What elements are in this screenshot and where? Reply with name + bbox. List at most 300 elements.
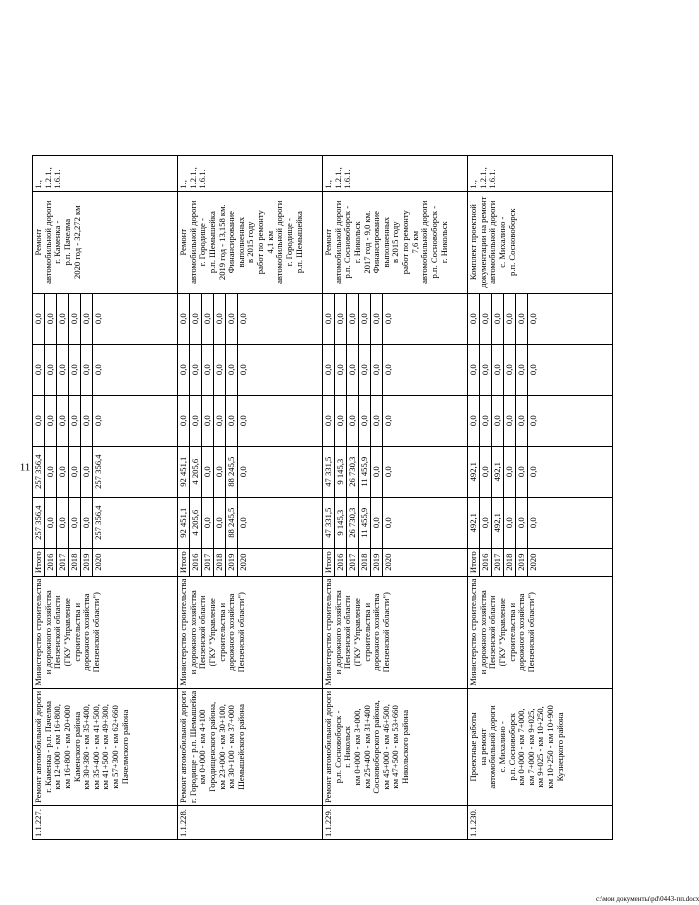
amount-col-e-value: 0,0 [370,294,382,344]
executor-line: и дорожного хозяйства [332,590,343,675]
amount-col-b [33,446,178,497]
amount-col-b-value: 0,0 [68,447,80,497]
amount-total [178,497,323,548]
executor-line: Министерство строительства [323,578,333,686]
expected-result-line: автомобильной дороги [42,200,53,284]
amount-col-b-value: 0,0 [479,447,491,497]
table-row [178,155,323,839]
amount-col-e-value: 0,0 [44,294,56,344]
row-code: 1.1.227. [33,806,178,840]
road-name-line: км 41+500 - км 49+300, [100,704,111,790]
amount-col-b-value: 0,0 [527,447,539,497]
amount-col-d-value: 0,0 [370,345,382,395]
amount-total-value: 11 455,9 [358,498,370,548]
road-name-line: г. Городище - р.п. Шемышейка [187,690,198,803]
year-value: 2016 [189,549,201,576]
amount-col-b-value: 9 145,3 [334,447,346,497]
expected-result-line: г. Городище - [283,218,294,267]
expected-result-line: р.п. Шемышейка [206,211,217,274]
expected-result-line: выполненных [235,216,246,268]
road-name-line: км 12+000 - км 16+800, [52,704,63,790]
amount-col-b [468,446,613,497]
amount-col-e-value: 0,0 [68,294,80,344]
indicator-codes-line: 1.2.1., [187,167,198,189]
expected-result-line: автомобильной дороги [419,200,430,284]
road-name-line: км 30+380 - км 35+400, [81,704,92,790]
expected-result-line: Финансирование [226,211,237,274]
amount-total-value: 0,0 [527,498,539,548]
indicator-codes-line: 1., [323,180,333,189]
amount-col-e [33,293,178,344]
executor-line: строительства и [216,602,227,662]
year-value: Итого [323,551,333,574]
expected-result-line: 7,6 км [409,230,420,254]
amount-col-e-value: 0,0 [237,294,249,344]
executor [178,576,323,688]
amount-col-d [33,344,178,395]
indicator-codes-line: 1., [33,180,43,189]
amount-col-e-value: 0,0 [479,294,491,344]
road-name [468,688,613,805]
amount-total-value: 47 331,5 [323,507,333,538]
amount-col-c-value: 0,0 [237,396,249,446]
executor-line: Пензенской области") [525,592,536,673]
expected-result-line: работ по ремонту [400,210,410,275]
road-name-line: км 0+000 - км 3+000, [351,708,362,786]
expected-result-line: выполненных [380,216,391,268]
amount-total [33,497,178,548]
year-value: Итого [468,551,478,574]
executor-line: дорожного хозяйства [81,593,92,671]
amount-total-value: 0,0 [382,498,394,548]
amount-col-d-value: 0,0 [346,345,358,395]
road-name-line: км 10+250 - км 10+900 [545,705,555,789]
year-value: 2016 [44,549,56,576]
road-name-line: г. Каменка - р.п. Пачелма [42,701,53,793]
road-name-line: Шемышейского района [235,704,246,790]
amount-col-b-value: 88 245,5 [225,447,237,497]
year-value: 2020 [237,549,249,576]
amount-col-b-value: 92 451,1 [178,456,188,487]
amount-col-b-value: 0,0 [370,447,382,497]
amount-col-d-value: 0,0 [68,345,80,395]
executor-line: Пензенской области [487,595,498,670]
indicator-codes-line: 1., [468,180,478,189]
year-value: 2017 [201,549,213,576]
amount-col-d [178,344,323,395]
road-name-line: автомобильной дороги [487,705,498,789]
executor-line: и дорожного хозяйства [42,590,53,675]
row-code: 1.1.229. [323,806,468,840]
indicator-codes-line: 1.2.1., [42,167,53,189]
road-name-line: Ремонт автомобильной дороги [323,690,333,803]
expected-result-line: Комплект проектной [468,204,478,281]
expected-result-line: р.п. Сосновоборск - [428,205,439,279]
amount-col-b-value: 492,1 [491,447,503,497]
table-row [33,155,178,839]
amount-col-d-value: 0,0 [491,345,503,395]
amount-col-c-value: 0,0 [92,396,104,446]
amount-col-d-value: 0,0 [33,364,43,376]
executor-line: (ГКУ "Управление [496,598,507,667]
amount-col-e-value: 0,0 [515,294,527,344]
expected-result-line: в 2015 году [245,221,256,263]
amount-col-b-value: 0,0 [213,447,225,497]
amount-col-d-value: 0,0 [382,345,394,395]
road-name-line: Городищенского района, [206,701,217,792]
executor-line: строительства и [506,602,517,662]
executor [323,576,468,688]
amount-total [468,497,613,548]
year-value: 2017 [491,549,503,576]
expected-result-line: Ремонт [323,228,333,256]
amount-col-b-value: 492,1 [468,462,478,482]
road-name-line: км 30+100 - км 37+000 [226,705,237,789]
amount-col-c-value: 0,0 [225,396,237,446]
amount-col-b-value: 11 455,9 [358,447,370,497]
road-name-line: км 9+025 - км 10+250, [535,706,546,788]
executor [33,576,178,688]
indicator-codes-line: 1.6.1. [342,169,353,189]
amount-total-value: 4 205,6 [189,498,201,548]
expected-result-line: г. Городище - [197,218,208,267]
road-name-line: км 57+300 - км 62+660 [110,705,120,789]
amount-col-b-value: 0,0 [44,447,56,497]
amount-col-b-value: 47 331,5 [323,456,333,487]
expected-result-line: Ремонт [33,228,43,256]
executor-line: Министерство строительства [178,578,188,686]
amount-col-d-value: 0,0 [225,345,237,395]
amount-total-value: 0,0 [479,498,491,548]
amount-col-d-value: 0,0 [201,345,213,395]
amount-total-value: 0,0 [515,498,527,548]
amount-total-value: 492,1 [491,498,503,548]
amount-total-value: 0,0 [213,498,225,548]
amount-total-value: 492,1 [468,513,478,533]
amount-col-d [323,344,468,395]
executor-line: Министерство строительства [468,578,478,686]
amount-col-c-value: 0,0 [346,396,358,446]
executor-line: Пензенской области [342,595,353,670]
amount-col-c-value: 0,0 [178,415,188,427]
expected-result-line: Ремонт [178,228,188,256]
year-value: 2018 [358,549,370,576]
executor-line: дорожного хозяйства [226,593,237,671]
amount-col-d-value: 0,0 [468,364,478,376]
road-name-line: км 35+400 - км 41+500, [90,704,101,790]
expected-result-line: р.п. Шемышейка [293,211,304,274]
indicator-codes [178,155,323,191]
road-name-line: г. Никольск [342,726,353,768]
amount-col-d-value: 0,0 [178,364,188,376]
year-value: 2019 [370,549,382,576]
road-name-line: р.п. Сосновоборск [506,713,517,781]
amount-col-c [178,395,323,446]
amount-col-e-value: 0,0 [334,294,346,344]
expected-result [33,191,178,293]
amount-col-d-value: 0,0 [213,345,225,395]
executor-line: Пензенской области") [235,592,246,673]
amount-total-value: 0,0 [68,498,80,548]
amount-col-e [323,293,468,344]
road-name-line: км 7+000 - км 9+025, [525,708,536,786]
year-value: 2019 [515,549,527,576]
executor-line: и дорожного хозяйства [477,590,488,675]
amount-col-d-value: 0,0 [479,345,491,395]
road-name [33,688,178,805]
amount-col-e-value: 0,0 [527,294,539,344]
amount-total-value: 0,0 [44,498,56,548]
amount-col-c-value: 0,0 [515,396,527,446]
footer-file-path: c:\мои документы\pd\0443-пп.docx [596,895,699,903]
road-name-line: км 25+400 - км 31+400 [361,705,372,789]
executor-line: Пензенской области") [380,592,391,673]
amount-col-d-value: 0,0 [189,345,201,395]
amount-total-value: 9 145,3 [334,498,346,548]
table-row [468,155,613,839]
amount-col-d-value: 0,0 [503,345,515,395]
amount-col-e-value: 0,0 [213,294,225,344]
road-name-line: Сосновоборского района, [371,700,382,794]
amount-total-value: 88 245,5 [225,498,237,548]
expected-result-line: г. Никольск [438,221,449,264]
road-name-line: Каменского района [71,711,82,783]
amount-col-c-value: 0,0 [80,396,92,446]
amount-col-b-value: 26 730,3 [346,447,358,497]
table-row [323,155,468,839]
indicator-codes-line: 1.6.1. [52,169,63,189]
amount-col-d-value: 0,0 [92,345,104,395]
amount-total-value: 0,0 [80,498,92,548]
amount-col-e-value: 0,0 [92,294,104,344]
indicator-codes [323,155,468,191]
expected-result [468,191,613,293]
amount-col-e-value: 0,0 [358,294,370,344]
amount-col-c-value: 0,0 [334,396,346,446]
amount-col-e-value: 0,0 [225,294,237,344]
amount-col-e-value: 0,0 [323,313,333,325]
amount-col-e-value: 0,0 [178,313,188,325]
amount-col-c-value: 0,0 [213,396,225,446]
amount-col-e [178,293,323,344]
amount-col-c-value: 0,0 [491,396,503,446]
executor-line: Пензенской области [52,595,63,670]
amount-col-d-value: 0,0 [80,345,92,395]
year-value: 2017 [346,549,358,576]
year-value: 2018 [68,549,80,576]
amount-col-d-value: 0,0 [237,345,249,395]
amount-col-d-value: 0,0 [358,345,370,395]
year-value: 2019 [80,549,92,576]
amount-col-e-value: 0,0 [491,294,503,344]
indicator-codes-line: 1.2.1., [332,167,343,189]
amount-total-value: 257 356,4 [92,498,104,548]
amount-col-c-value: 0,0 [527,396,539,446]
expected-result-line: работ по ремонту [255,210,265,275]
amount-col-c [33,395,178,446]
amount-total-value: 257 356,4 [33,505,43,540]
indicator-codes-line: 1.6.1. [487,169,498,189]
amount-col-e-value: 0,0 [201,294,213,344]
road-name-line: Проектные работы [468,712,478,782]
amount-col-e-value: 0,0 [468,313,478,325]
expected-result-line: автомобильной дороги [487,200,498,284]
amount-col-e-value: 0,0 [56,294,68,344]
amount-col-b-value: 0,0 [237,447,249,497]
expected-result-line: г. Каменка - [52,220,63,264]
amount-col-c-value: 0,0 [468,415,478,427]
amount-col-c [468,395,613,446]
amount-col-d [468,344,613,395]
amount-col-c-value: 0,0 [503,396,515,446]
expected-result-line: с. Михалино - [496,216,507,268]
amount-col-e [468,293,613,344]
executor-line: Пензенской области") [90,592,101,673]
executor-line: (ГКУ "Управление [351,598,362,667]
road-name-line: р.п. Сосновоборск - [332,710,343,784]
road-name-line: Пачелмского района [119,709,130,785]
amount-col-d-value: 0,0 [527,345,539,395]
road-name-line: Никольского района [400,709,410,784]
amount-col-c-value: 0,0 [56,396,68,446]
executor-line: и дорожного хозяйства [187,590,198,675]
road-name [178,688,323,805]
amount-col-c-value: 0,0 [382,396,394,446]
indicator-codes-line: 1.2.1., [477,167,488,189]
expected-result [323,191,468,293]
amount-col-c-value: 0,0 [358,396,370,446]
executor-line: (ГКУ "Управление [61,598,72,667]
year-value: 2020 [92,549,104,576]
executor [468,576,613,688]
amount-col-b [178,446,323,497]
road-name-line: км 0+000 - км 7+000, [516,708,527,786]
year-value: 2016 [479,549,491,576]
road-name-line: Ремонт автомобильной дороги [33,690,43,803]
road-name-line: с. Михалино - [496,721,507,773]
amount-total-value: 0,0 [201,498,213,548]
year-value: 2018 [213,549,225,576]
expected-result-line: р.п. Пачелма [61,218,72,266]
road-name-line: км 45+000 - км 46+500, [380,704,391,790]
expected-result-line: г. Никольск [351,221,362,264]
amount-total-value: 0,0 [370,498,382,548]
amount-col-d-value: 0,0 [515,345,527,395]
amount-col-c-value: 0,0 [201,396,213,446]
amount-col-d-value: 0,0 [334,345,346,395]
expected-result-line: 2017 год - 9,0 км. [361,210,372,274]
expected-result-line: р.п. Сосновоборск [506,208,517,276]
amount-total-value: 0,0 [237,498,249,548]
amount-total-value: 92 451,1 [178,507,188,538]
amount-col-e-value: 0,0 [80,294,92,344]
amount-col-b-value: 257 356,4 [33,454,43,489]
amount-total-value: 0,0 [56,498,68,548]
road-name-line: км 16+800 - км 20+000 [61,705,72,789]
page-number: 11 [19,461,31,474]
year-value: Итого [33,551,43,574]
executor-line: (ГКУ "Управление [206,598,217,667]
amount-col-b-value: 0,0 [382,447,394,497]
amount-col-c-value: 0,0 [68,396,80,446]
road-name-line: Ремонт автомобильной дороги [178,690,188,803]
year-value: 2016 [334,549,346,576]
amount-col-b-value: 0,0 [56,447,68,497]
amount-col-e-value: 0,0 [33,313,43,325]
amount-col-c-value: 0,0 [479,396,491,446]
expected-result-line: р.п. Сосновоборск - [342,205,353,279]
amount-col-d-value: 0,0 [56,345,68,395]
amount-col-b-value: 0,0 [201,447,213,497]
amount-col-d-value: 0,0 [323,364,333,376]
indicator-codes-line: 1.6.1. [197,169,208,189]
amount-col-b-value: 0,0 [80,447,92,497]
amount-col-c-value: 0,0 [33,415,43,427]
expected-result-line: автомобильной дороги [332,200,343,284]
year [33,548,178,576]
year [323,548,468,576]
expected-result-line: автомобильной дороги [274,200,285,284]
indicator-codes-line: 1., [178,180,188,189]
year-value: 2017 [56,549,68,576]
amount-col-b-value: 257 356,4 [92,447,104,497]
amount-col-c-value: 0,0 [323,415,333,427]
expected-result-line: Финансирование [371,211,382,274]
amount-col-e-value: 0,0 [346,294,358,344]
amount-total-value: 0,0 [503,498,515,548]
expected-result-line: 4,1 км [264,230,275,254]
amount-col-b-value: 0,0 [503,447,515,497]
amount-col-b-value: 0,0 [515,447,527,497]
indicator-codes [468,155,613,191]
expected-result-line: документации на ремонт [477,196,488,288]
road-name-line: км 47+500 - км 53+660 [390,705,401,789]
program-table [32,155,613,840]
year-value: 2018 [503,549,515,576]
amount-col-c-value: 0,0 [44,396,56,446]
road-name [323,688,468,805]
road-name-line: км 0+000 - км 4+100 [197,709,208,785]
amount-col-b [323,446,468,497]
expected-result-line: 2019 год - 13,158 км. [216,204,227,281]
year-value: 2019 [225,549,237,576]
road-name-line: км 23+000 - км 30+100, [216,704,227,790]
expected-result-line: 2020 год - 32,272 км [71,205,82,279]
expected-result [178,191,323,293]
executor-line: строительства и [71,602,82,662]
executor-line: дорожного хозяйства [371,593,382,671]
executor-line: дорожного хозяйства [516,593,527,671]
expected-result-line: автомобильной дороги [187,200,198,284]
executor-line: строительства и [361,602,372,662]
year-value: 2020 [382,549,394,576]
year [178,548,323,576]
amount-col-c-value: 0,0 [189,396,201,446]
row-code: 1.1.230. [468,806,613,840]
amount-col-e-value: 0,0 [189,294,201,344]
executor-line: Министерство строительства [33,578,43,686]
amount-col-d-value: 0,0 [44,345,56,395]
amount-total-value: 26 730,3 [346,498,358,548]
amount-col-e-value: 0,0 [382,294,394,344]
amount-col-b-value: 4 205,6 [189,447,201,497]
row-code: 1.1.228. [178,806,323,840]
road-name-line: Кузнецкого района [554,712,565,782]
indicator-codes [33,155,178,191]
road-name-line: на ремонт [477,728,488,766]
year-value: 2020 [527,549,539,576]
amount-total [323,497,468,548]
